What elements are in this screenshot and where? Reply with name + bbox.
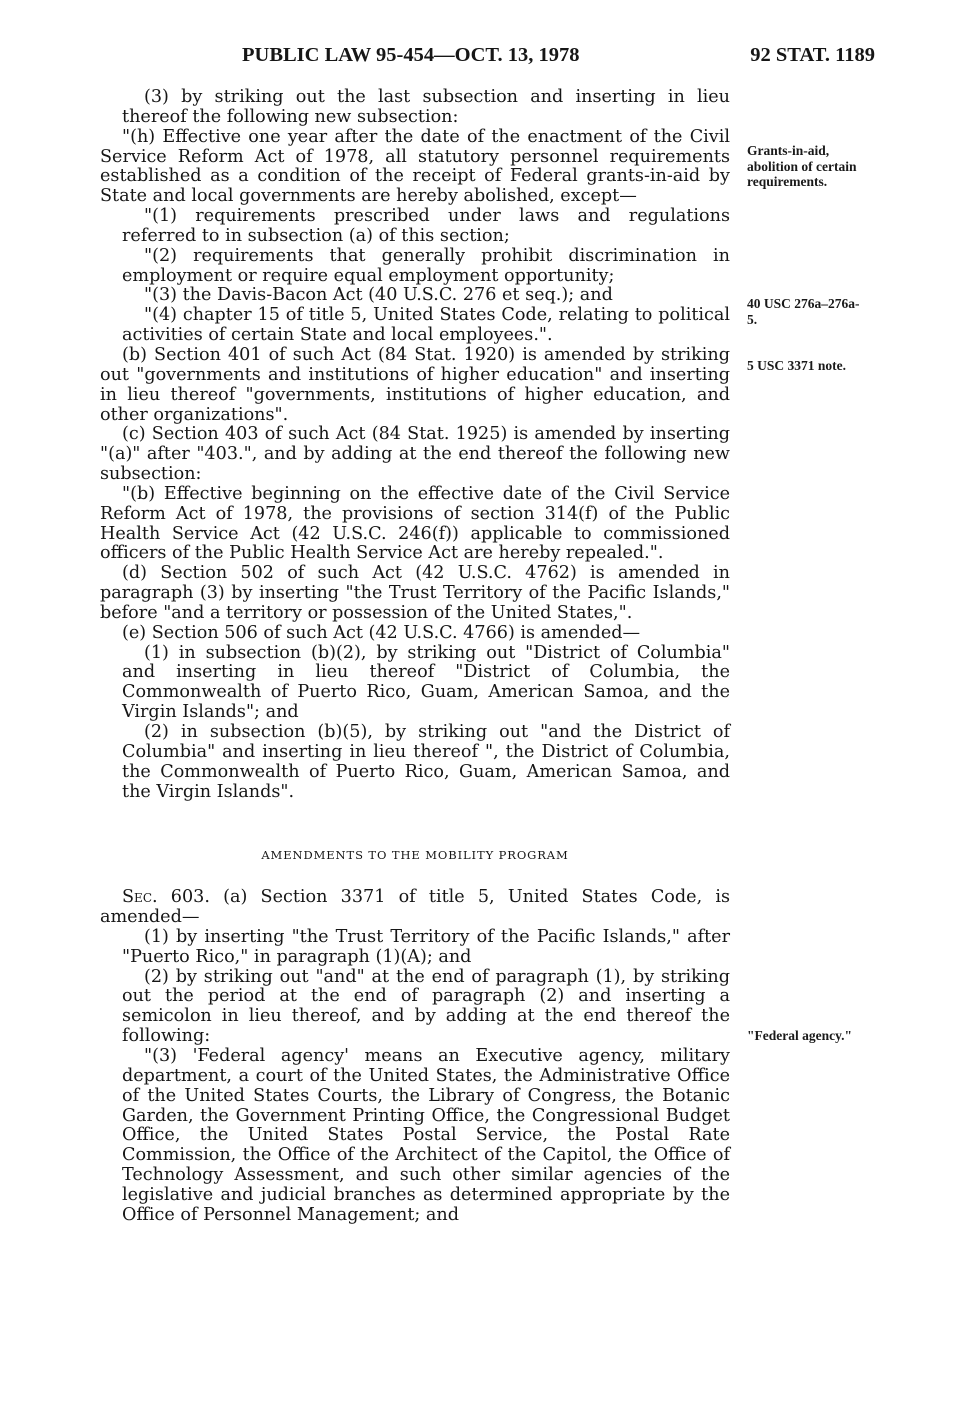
section-heading: AMENDMENTS TO THE MOBILITY PROGRAM bbox=[261, 848, 569, 863]
statute-body bbox=[100, 88, 730, 1226]
paragraph: (3) by striking out the last subsection and inserting in lieu thereof the following new subsection: bbox=[122, 87, 730, 127]
header-stat-page: 92 STAT. 1189 bbox=[750, 44, 875, 66]
margin-note-5-usc: 5 USC 3371 note. bbox=[747, 358, 847, 373]
paragraph: (d) Section 502 of such Act (42 U.S.C. 4762) is amended in paragraph (3) by inserting "the Trust Territory of the Pacific Islands," before "and a territory or possession of the United States,". bbox=[100, 563, 730, 623]
section-label: Sec. bbox=[122, 887, 158, 908]
paragraph: "(4) chapter 15 of title 5, United States Code, relating to political activities of certain State and local employees.". bbox=[122, 305, 730, 346]
margin-note-grants: Grants-in-aid, abolition of certain requirements. bbox=[747, 143, 857, 189]
paragraph: "(2) requirements that generally prohibit discrimination in employment or require equal employment opportunity; bbox=[122, 245, 730, 286]
paragraph: (1) by inserting "the Trust Territory of the Pacific Islands," after "Puerto Rico," in paragraph (1)(A); and bbox=[122, 926, 730, 967]
section-603-paragraph bbox=[100, 888, 730, 928]
header-law-citation: PUBLIC LAW 95-454—OCT. 13, 1978 bbox=[242, 44, 580, 66]
paragraph: (c) Section 403 of such Act (84 Stat. 1925) is amended by inserting "(a)" after "403.", and by adding at the end thereof the following new subsection: bbox=[100, 424, 730, 485]
paragraph: "(1) requirements prescribed under laws and regulations referred to in subsection (a) of this section; bbox=[122, 206, 730, 246]
paragraph: (2) in subsection (b)(5), by striking out "and the District of Columbia" and inserting in lieu thereof ", the District of Columbia, the Commonwealth of Puerto Rico, Guam, American Samoa, and the Virgin Islands". bbox=[122, 722, 730, 802]
paragraph: "(3) the Davis-Bacon Act (40 U.S.C. 276 et seq.); and bbox=[144, 285, 613, 306]
paragraph: (2) by striking out "and" at the end of paragraph (1), by striking out the period at the end of paragraph (2) and inserting a semicolon in lieu thereof, and by adding at the end thereof the following: bbox=[122, 966, 730, 1047]
page-header bbox=[60, 34, 890, 70]
paragraph: (e) Section 506 of such Act (42 U.S.C. 4766) is amended— bbox=[122, 622, 641, 643]
margin-note-40-usc: 40 USC 276a–276a-5. bbox=[747, 296, 860, 327]
paragraph: "(h) Effective one year after the date of the enactment of the Civil Service Reform Act of 1978, all statutory personnel requirements established as a condition of the receipt of Federal grants-in-aid by State and local governments are hereby abolished, except— bbox=[100, 126, 730, 207]
paragraph: "(b) Effective beginning on the effective date of the Civil Service Reform Act of 1978, the provisions of section 314(f) of the Public Health Service Act (42 U.S.C. 246(f)) applicable to commissioned officers of the Public Health Service Act are hereby repealed.". bbox=[100, 483, 730, 564]
paragraph: (b) Section 401 of such Act (84 Stat. 1920) is amended by striking out "governments and institutions of higher education" and inserting in lieu thereof "governments, institutions of higher education, and other organizations". bbox=[100, 344, 730, 425]
paragraph: (1) in subsection (b)(2), by striking out "District of Columbia" and inserting in lieu thereof "District of Columbia, the Commonwealth of Puerto Rico, Guam, American Samoa, and the Virgin Islands"; and bbox=[122, 642, 730, 723]
section-text: 603. (a) Section 3371 of title 5, United States Code, is amended— bbox=[100, 887, 730, 928]
paragraph: "(3) 'Federal agency' means an Executive agency, military department, a court of the United States, the Administrative Office of the United States Courts, the Library of Congress, the Botanic Garden, the Government Printing Office, the Congressional Budget Office, the United States Postal Service, the Postal Rate Commission, the Office of the Architect of the Capitol, the Office of Technology Assessment, and such other similar agencies of the legislative and judicial branches as determined appropriate by the Office of Personnel Management; and bbox=[122, 1045, 730, 1225]
margin-note-federal-agency: "Federal agency." bbox=[747, 1028, 852, 1043]
